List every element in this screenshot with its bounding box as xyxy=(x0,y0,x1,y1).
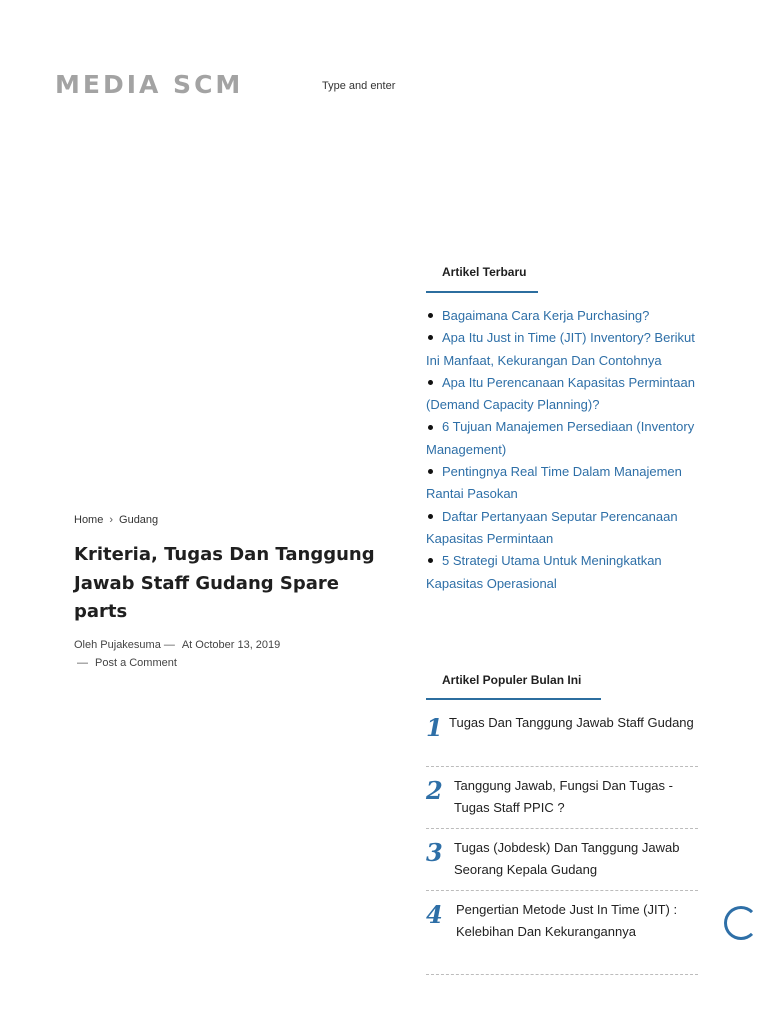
breadcrumb-category-link[interactable]: Gudang xyxy=(119,514,159,526)
recent-widget-underline xyxy=(426,291,538,293)
recent-widget-title: Artikel Terbaru xyxy=(442,265,527,279)
bullet-icon xyxy=(428,380,433,385)
recent-article-item xyxy=(426,372,698,417)
popular-rank: 1 xyxy=(426,713,443,742)
popular-item-title[interactable]: Pengertian Metode Just In Time (JIT) : Kelebihan Dan Kekurangannya xyxy=(456,902,678,940)
post-date: At October 13, 2019 xyxy=(181,639,281,651)
recent-article-link[interactable]: Daftar Pertanyaan Seputar Perencanaan Kapasitas Permintaan xyxy=(426,508,678,546)
site-logo[interactable]: MEDIA SCM xyxy=(55,70,244,99)
popular-rank: 3 xyxy=(426,838,443,867)
popular-widget-title: Artikel Populer Bulan Ini xyxy=(442,673,582,687)
search-input[interactable] xyxy=(322,76,502,96)
popular-widget-underline xyxy=(426,698,601,700)
recent-article-link[interactable]: 6 Tujuan Manajemen Persediaan (Inventory Management) xyxy=(426,419,695,457)
recent-article-item xyxy=(426,461,698,506)
popular-item-title[interactable]: Tugas (Jobdesk) Dan Tanggung Jawab Seorang Kepala Gudang xyxy=(454,840,680,878)
post-comment-link[interactable]: Post a Comment xyxy=(95,657,177,669)
popular-item[interactable] xyxy=(426,899,698,975)
post-author[interactable]: Oleh Pujakesuma xyxy=(74,639,161,651)
bullet-icon xyxy=(428,335,433,340)
recent-article-item xyxy=(426,550,698,595)
page-title: Kriteria, Tugas Dan Tanggung Jawab Staff Gudang Spare parts xyxy=(74,544,375,622)
popular-item[interactable] xyxy=(426,837,698,891)
recent-article-link[interactable]: Bagaimana Cara Kerja Purchasing? xyxy=(442,308,650,323)
bullet-icon xyxy=(428,469,433,474)
recent-article-item xyxy=(426,506,698,551)
meta-dash: — xyxy=(163,639,175,651)
breadcrumb-separator-icon: › xyxy=(109,514,114,526)
popular-rank: 2 xyxy=(426,776,443,805)
popular-rank: 4 xyxy=(426,900,443,929)
bullet-icon xyxy=(428,514,433,519)
recent-articles-list xyxy=(426,305,698,595)
scroll-to-top-icon[interactable] xyxy=(724,906,758,940)
breadcrumb xyxy=(74,514,158,526)
bullet-icon xyxy=(428,425,433,430)
popular-item-title[interactable]: Tugas Dan Tanggung Jawab Staff Gudang xyxy=(449,715,694,730)
recent-article-link[interactable]: Pentingnya Real Time Dalam Manajemen Rantai Pasokan xyxy=(426,464,682,502)
breadcrumb-home-link[interactable]: Home xyxy=(74,514,104,526)
post-meta xyxy=(74,636,374,672)
recent-article-item xyxy=(426,327,698,372)
recent-article-item xyxy=(426,305,698,327)
popular-item[interactable] xyxy=(426,712,698,767)
recent-article-link[interactable]: 5 Strategi Utama Untuk Meningkatkan Kapasitas Operasional xyxy=(426,553,662,591)
recent-article-link[interactable]: Apa Itu Perencanaan Kapasitas Permintaan (Demand Capacity Planning)? xyxy=(426,374,695,413)
meta-dash: — xyxy=(77,657,88,669)
recent-article-item xyxy=(426,416,698,461)
bullet-icon xyxy=(428,558,433,563)
bullet-icon xyxy=(428,313,433,318)
popular-item-title[interactable]: Tanggung Jawab, Fungsi Dan Tugas - Tugas Staff PPIC ? xyxy=(454,778,673,816)
popular-item[interactable] xyxy=(426,775,698,829)
recent-article-link[interactable]: Apa Itu Just in Time (JIT) Inventory? Berikut Ini Manfaat, Kekurangan Dan Contohnya xyxy=(426,330,695,368)
